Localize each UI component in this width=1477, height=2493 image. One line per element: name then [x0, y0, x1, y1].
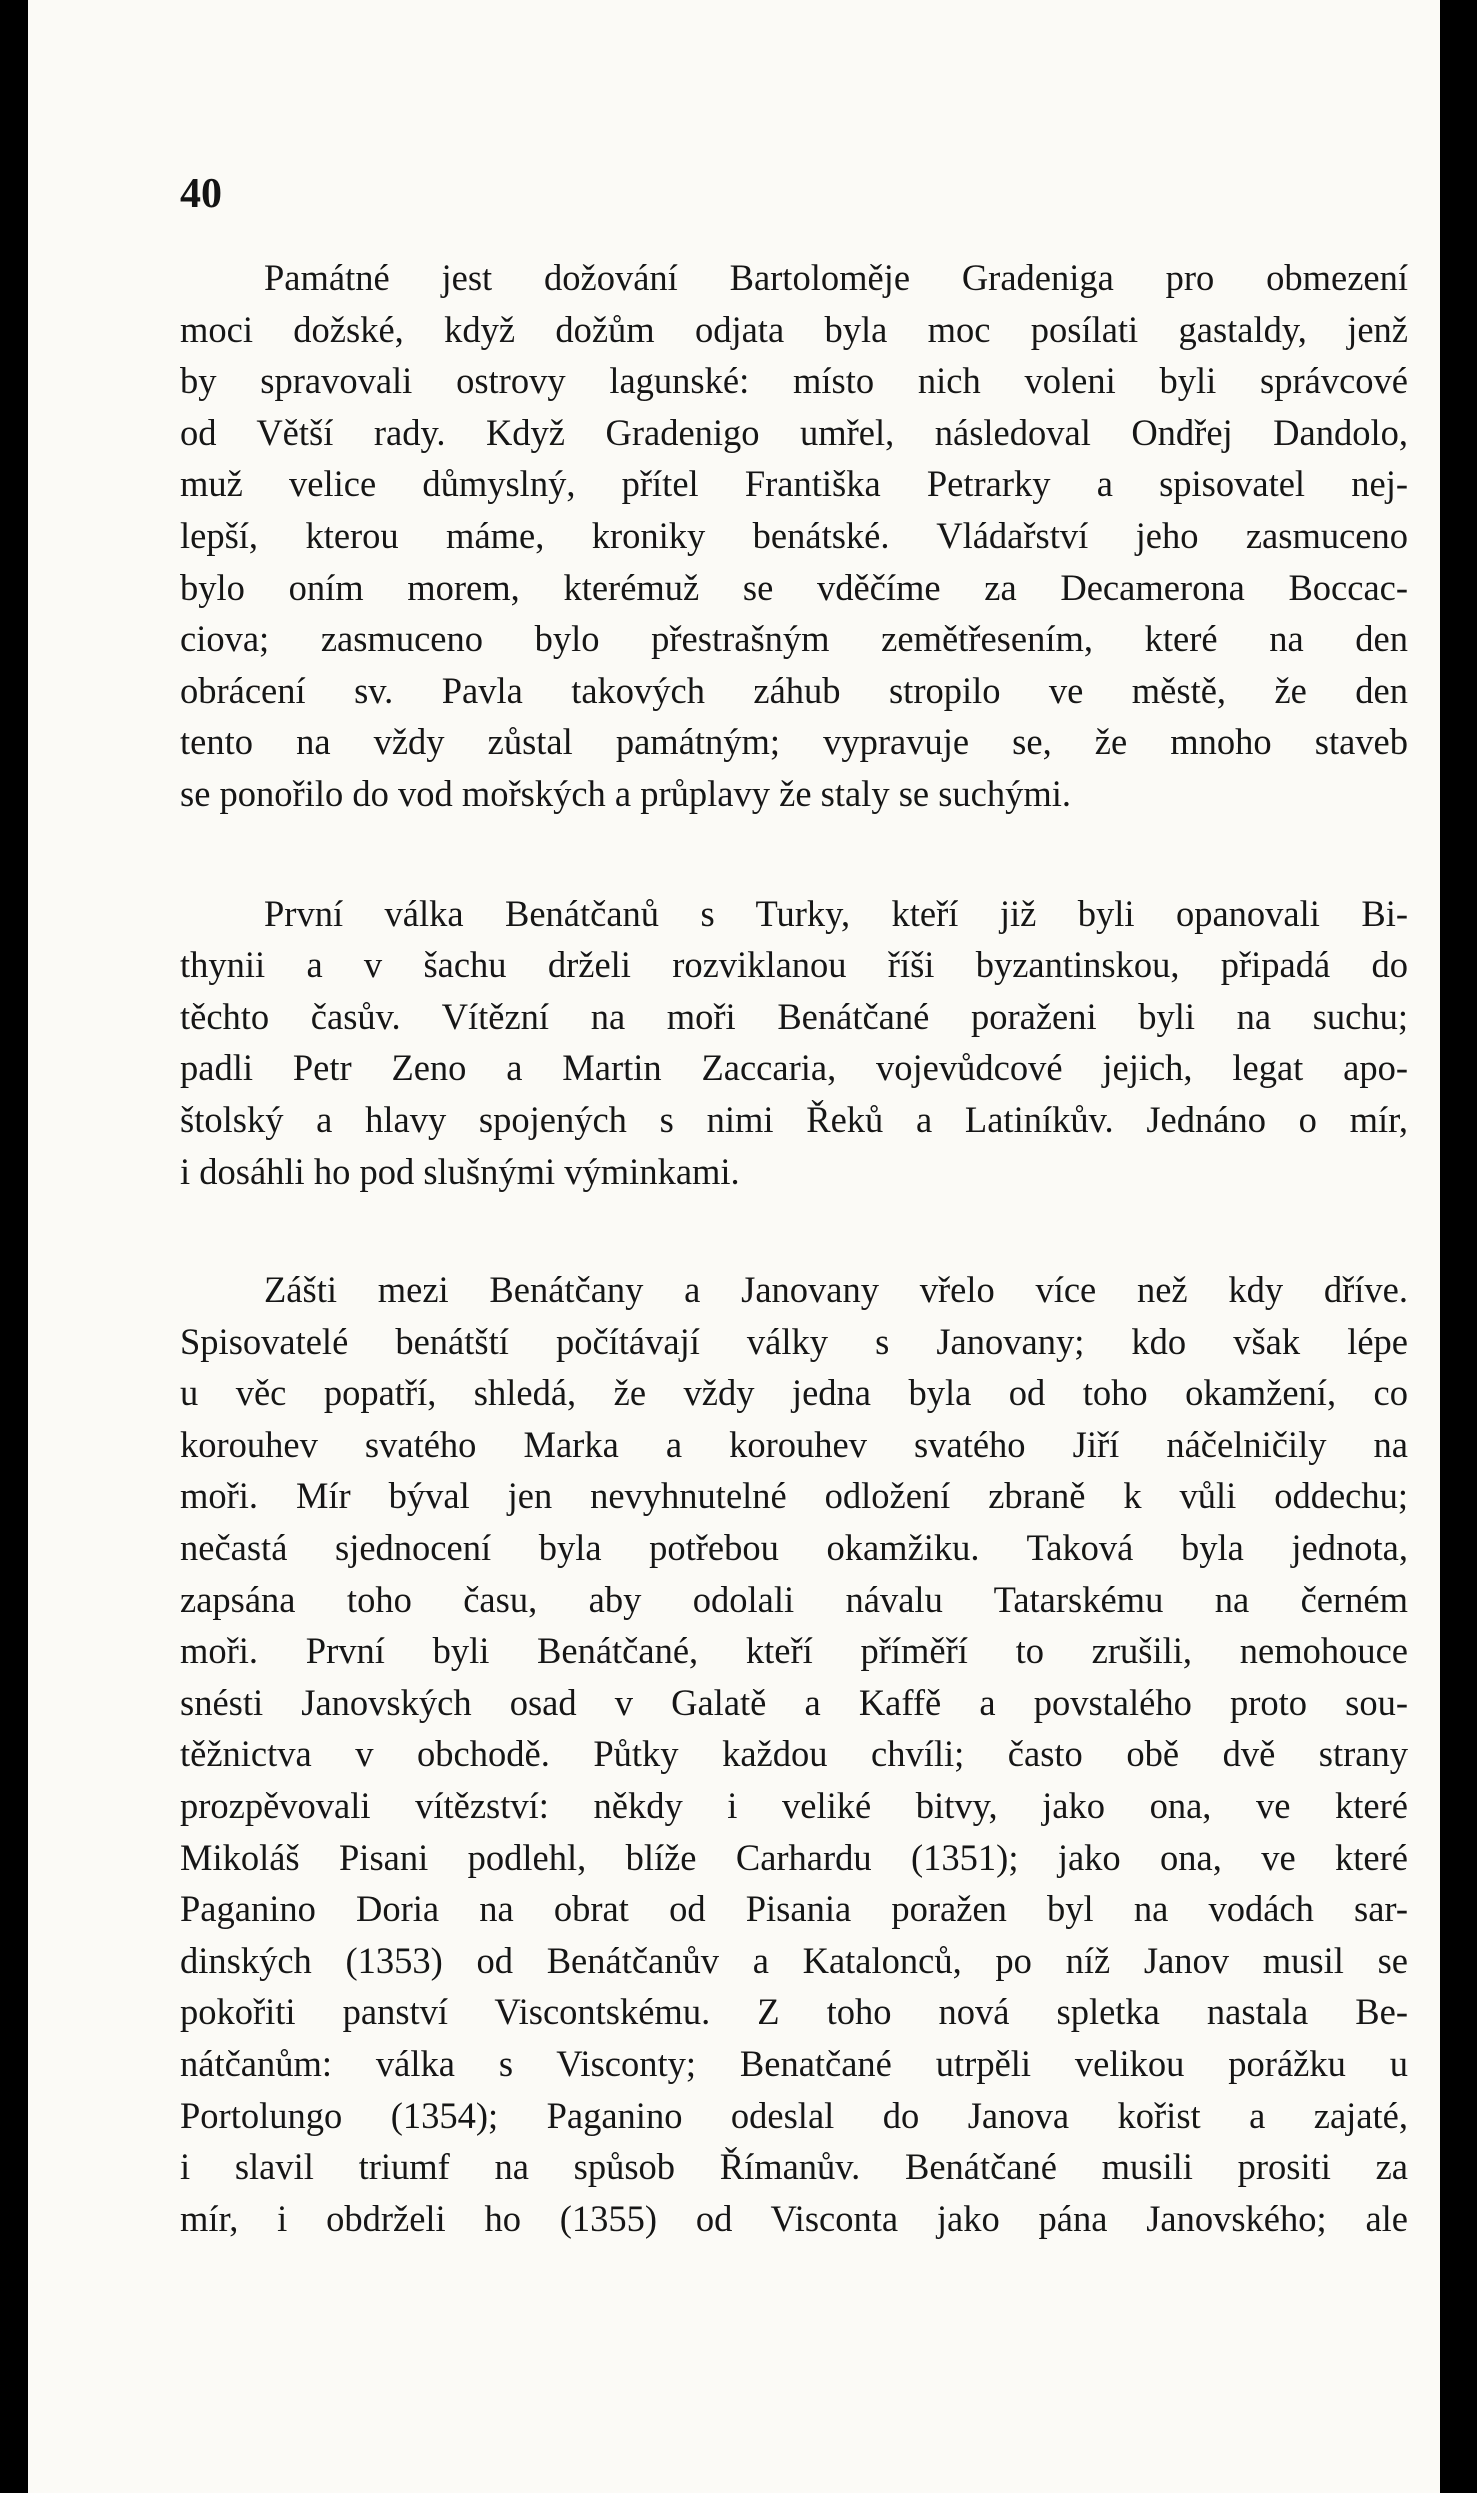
text-line: Spisovatelé benátští počítávají války s Janovany; kdo však lépe [180, 1320, 1408, 1362]
text-line: moři. Mír býval jen nevyhnutelné odložení zbraně k vůli oddechu; [180, 1475, 1408, 1517]
text-line: padli Petr Zeno a Martin Zaccaria, vojevůdcové jejich, legat apo- [180, 1047, 1408, 1089]
text-line: u věc popatří, shledá, že vždy jedna byla od toho okamžení, co [180, 1372, 1408, 1414]
text-line: zapsána toho času, aby odolali návalu Tatarskému na černém [180, 1578, 1408, 1620]
text-line: První válka Benátčanů s Turky, kteří již byli opanovali Bi- [264, 892, 1408, 934]
text-line: muž velice důmyslný, přítel Františka Petrarky a spisovatel nej- [180, 463, 1408, 505]
text-line: od Větší rady. Když Gradenigo umřel, následoval Ondřej Dandolo, [180, 411, 1408, 453]
text-line: pokořiti panství Viscontskému. Z toho nová spletka nastala Be- [180, 1991, 1408, 2033]
paragraph [180, 1264, 1408, 2244]
text-line: korouhev svatého Marka a korouhev svatého Jiří náčelničily na [180, 1423, 1408, 1465]
text-line: moci dožské, když dožům odjata byla moc posílati gastaldy, jenž [180, 308, 1408, 350]
text-line: lepší, kterou máme, kroniky benátské. Vládařství jeho zasmuceno [180, 514, 1408, 556]
text-line: snésti Janovských osad v Galatě a Kaffě a povstalého proto sou- [180, 1681, 1408, 1723]
text-line: Portolungo (1354); Paganino odeslal do Janova kořist a zajaté, [180, 2094, 1408, 2136]
paragraph [180, 252, 1408, 820]
text-line: i dosáhli ho pod slušnými výminkami. [180, 1150, 740, 1192]
text-line: nátčanům: válka s Visconty; Benatčané utrpěli velikou porážku u [180, 2043, 1408, 2084]
text-line: Zášti mezi Benátčany a Janovany vřelo více než kdy dříve. [264, 1269, 1408, 1311]
text-line: nečastá sjednocení byla potřebou okamžiku. Taková byla jednota, [180, 1527, 1408, 1569]
text-line: ciova; zasmuceno bylo přestrašným zemětřesením, které na den [180, 618, 1408, 660]
text-line: moři. První byli Benátčané, kteří příměří to zrušili, nemohouce [180, 1630, 1408, 1672]
text-line: Paganino Doria na obrat od Pisania poražen byl na vodách sar- [180, 1888, 1408, 1930]
book-page [28, 0, 1440, 2493]
text-line: bylo oním morem, kterémuž se vděčíme za Decamerona Boccac- [180, 566, 1408, 608]
text-line: dinských (1353) od Benátčanův a Katalonců, po níž Janov musil se [180, 1939, 1408, 1981]
text-line: těchto časův. Vítězní na moři Benátčané poraženi byli na suchu; [180, 995, 1408, 1037]
paragraph-spacer [180, 1197, 1408, 1264]
text-line: Mikoláš Pisani podlehl, blíže Carhardu (1351); jako ona, ve které [180, 1836, 1408, 1878]
text-line: i slavil triumf na spůsob Římanův. Benátčané musili prositi za [180, 2146, 1408, 2188]
text-line: by spravovali ostrovy lagunské: místo nich voleni byli správcové [180, 360, 1408, 402]
text-line: těžnictva v obchodě. Půtky každou chvíli; často obě dvě strany [180, 1733, 1408, 1775]
text-line: štolský a hlavy spojených s nimi Řeků a Latiníkův. Jednáno o mír, [180, 1098, 1408, 1140]
page-number: 40 [180, 171, 222, 217]
text-line: obrácení sv. Pavla takových záhub stropilo ve městě, že den [180, 669, 1408, 711]
paragraph [180, 888, 1408, 1198]
text-line: se ponořilo do vod mořských a průplavy že staly se suchými. [180, 772, 1072, 814]
paragraph-spacer [180, 820, 1408, 888]
text-line: mír, i obdrželi ho (1355) od Visconta jako pána Janovského; ale [180, 2197, 1408, 2239]
text-line: prozpěvovali vítězství: někdy i veliké bitvy, jako ona, ve které [180, 1785, 1408, 1827]
text-line: Památné jest dožování Bartoloměje Gradeniga pro obmezení [264, 257, 1408, 298]
text-line: thynii a v šachu drželi rozviklanou říši byzantinskou, připadá do [180, 944, 1408, 986]
body-text [180, 252, 1408, 2244]
text-line: tento na vždy zůstal památným; vypravuje se, že mnoho staveb [180, 721, 1408, 763]
